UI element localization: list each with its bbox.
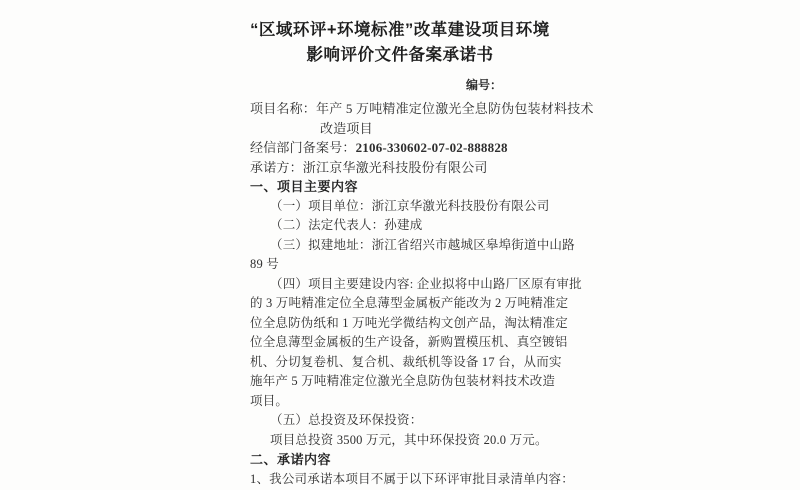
document-title-line2: 影响评价文件备案承诺书 [306, 46, 494, 64]
project-name-line: 项目名称：年产 5 万吨精准定位激光全息防伪包装材料技术 [250, 101, 594, 116]
promisor-line: 承诺方：浙江京华激光科技股份有限公司 [250, 159, 488, 175]
investment-amount-line: 项目总投资 3500 万元，其中环保投资 20.0 万元。 [270, 432, 548, 447]
commitment-clause-line: 1、我公司承诺本项目不属于以下环评审批目录清单内容： [250, 471, 574, 486]
construction-content-line-2: 的 3 万吨精准定位全息薄型金属板产能改为 2 万吨精准定 [250, 296, 569, 310]
document-title [250, 18, 550, 68]
legal-representative-line: （二）法定代表人：孙建成 [270, 218, 423, 232]
project-unit-line: （一）项目单位：浙江京华激光科技股份有限公司 [270, 198, 550, 213]
document-content [250, 18, 594, 489]
record-number-value: 2106-330602-07-02-888828 [355, 140, 508, 155]
record-number-line [250, 138, 550, 158]
investment-heading-line: （五）总投资及环保投资： [270, 413, 423, 427]
section2-heading: 二、承诺内容 [250, 452, 332, 467]
serial-number-row [250, 76, 550, 93]
document-title-line1: “区域环评+环境标准”改革建设项目环境 [250, 21, 550, 39]
project-name-continued: 改造项目 [320, 120, 373, 136]
construction-content-line-7: 项目。 [250, 393, 289, 408]
section1-heading: 一、项目主要内容 [250, 179, 359, 194]
construction-content-line-1: （四）项目主要建设内容: 企业拟将中山路厂区原有审批 [270, 276, 582, 291]
document-body [250, 99, 594, 489]
construction-content-line-6: 施年产 5 万吨精准定位激光全息防伪包装材料技术改造 [250, 374, 556, 388]
serial-number-label: 编号： [465, 78, 502, 92]
proposed-address-line: （三）拟建地址：浙江省绍兴市越城区皋埠街道中山路 [270, 237, 575, 252]
construction-content-line-3: 位全息防伪纸和 1 万吨光学微结构文创产品，淘汰精准定 [250, 315, 568, 330]
construction-content-line-4: 位全息薄型金属板的生产设备，新购置模压机、真空镀铝 [250, 335, 568, 349]
record-number-label: 经信部门备案号： [250, 140, 356, 155]
construction-content-line-5: 机、分切复卷机、复合机、裁纸机等设备 17 台，从而实 [250, 354, 562, 369]
address-continued-line: 89 号 [250, 257, 279, 271]
